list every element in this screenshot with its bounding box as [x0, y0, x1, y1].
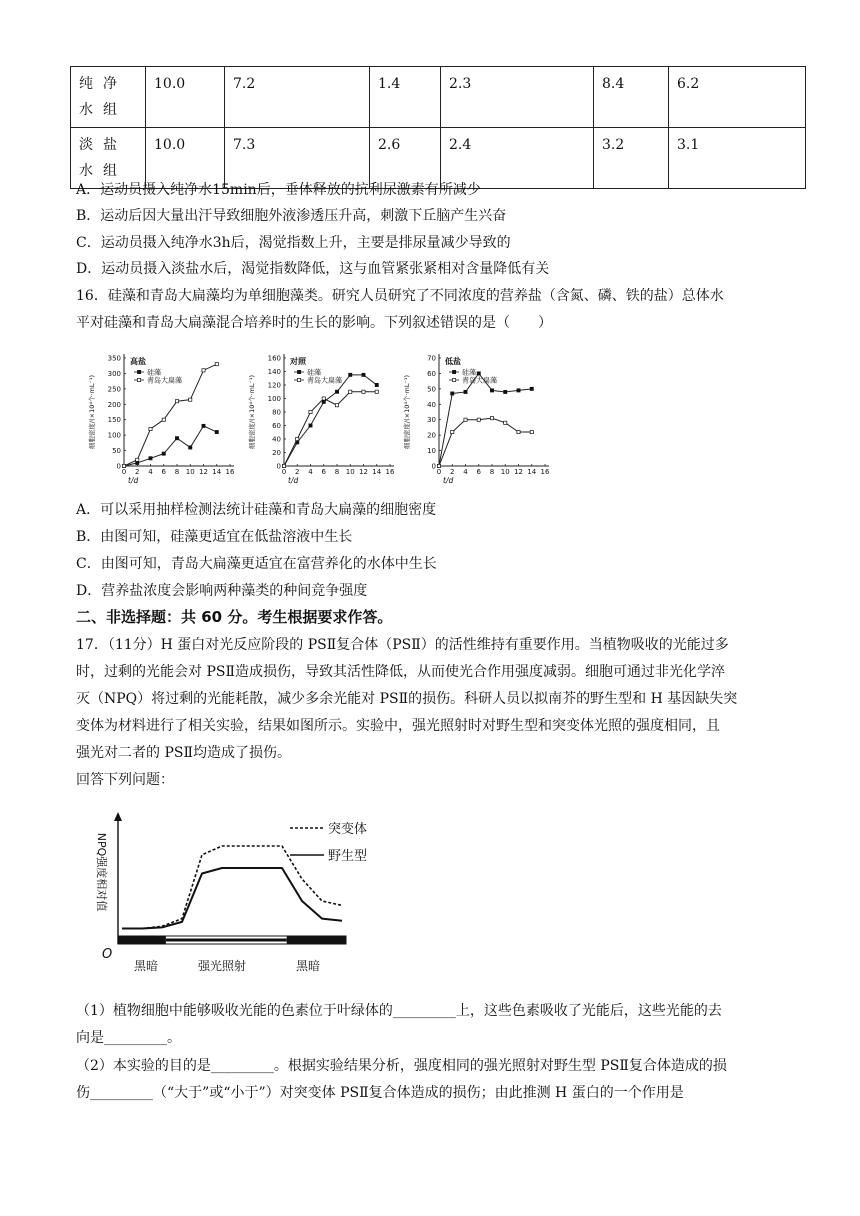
x-tick-label: 8 [489, 468, 495, 476]
q17-para-line6: 回答下列问题： [76, 772, 174, 788]
data-point [296, 437, 299, 440]
table-cell: 7.2 [225, 67, 370, 128]
table-cell: 2.3 [441, 67, 594, 128]
x-tick-label: 4 [148, 468, 153, 476]
series-line [284, 375, 377, 466]
chart-title: 高盐 [130, 357, 146, 366]
x-tick-label: 6 [476, 468, 481, 476]
y-tick-label: 0 [116, 462, 121, 471]
y-axis-label: NPQ强度相对值 [95, 832, 108, 912]
row-label: 纯净水组 [71, 67, 146, 128]
table-cell: 2.4 [441, 128, 594, 189]
y-tick-label: 40 [272, 435, 281, 444]
x-tick-label: 0 [121, 468, 127, 476]
y-tick-label: 140 [267, 368, 281, 376]
x-tick-label: 4 [463, 468, 468, 476]
y-axis-arrow [114, 812, 122, 821]
x-tick-label: 2 [450, 468, 455, 476]
data-point [215, 363, 218, 366]
q17-para-line1: 17．（11分）H 蛋白对光反应阶段的 PSⅡ复合体（PSⅡ）的活性维持有重要作用。当植物吸收的光能过多 [76, 637, 729, 653]
x-tick-label: 6 [161, 468, 166, 476]
legend-label: 青岛大扁藻 [307, 376, 342, 385]
data-point [504, 421, 507, 424]
x-label-dark-2: 黑暗 [296, 959, 321, 973]
data-point [175, 437, 178, 440]
data-point [136, 458, 139, 461]
q15-option-a: A．运动员摄入纯净水15min后，垂体释放的抗利尿激素有所减少 [76, 182, 481, 198]
table-cell: 6.2 [669, 67, 806, 128]
data-point [162, 452, 165, 455]
series-curve [122, 868, 342, 929]
q17-para-line4: 变体为材料进行了相关实验，结果如图所示。实验中，强光照射时对野生型和突变体光照的强度相同，且 [76, 718, 720, 734]
q16-option-b: B．由图可知，硅藻更适宜在低盐溶液中生长 [76, 529, 353, 545]
q16-stem-line1: 16．硅藻和青岛大扁藻均为单细胞藻类。研究人员研究了不同浓度的营养盐（含氮、磷、铁的盐）总体水 [76, 288, 724, 304]
data-point [149, 457, 152, 460]
legend-label: 硅藻 [307, 368, 321, 377]
data-point [202, 369, 205, 372]
table-cell: 8.4 [594, 67, 669, 128]
y-tick-label: 0 [276, 462, 281, 471]
data-point [362, 390, 365, 393]
q16-option-a: A．可以采用抽样检测法统计硅藻和青岛大扁藻的细胞密度 [76, 502, 437, 518]
x-tick-label: 2 [295, 468, 300, 476]
legend-label: 青岛大扁藻 [462, 376, 497, 385]
x-tick-label: 12 [359, 468, 368, 476]
series-line [439, 418, 532, 466]
x-tick-label: 16 [225, 468, 235, 476]
y-tick-label: 100 [267, 395, 281, 403]
data-point [349, 373, 352, 376]
data-point [477, 418, 480, 421]
dark-segment [287, 936, 346, 944]
data-point [189, 446, 192, 449]
x-label-dark-1: 黑暗 [134, 959, 159, 973]
data-point [530, 387, 533, 390]
q15-option-c: C．运动员摄入纯净水3h后，渴觉指数上升，主要是排尿量减少导致的 [76, 235, 511, 251]
data-point [202, 424, 205, 427]
table-cell: 7.3 [225, 128, 370, 189]
chart-title: 低盐 [445, 357, 461, 366]
q17-sub2-line1: （2）本实验的目的是_________。根据实验结果分析，强度相同的强光照射对野生型 PSⅡ复合体造成的损 [76, 1058, 727, 1074]
legend-label: 突变体 [328, 822, 368, 837]
data-point [451, 430, 454, 433]
x-tick-label: 4 [308, 468, 313, 476]
chart-control [247, 354, 395, 485]
origin-label: O [102, 947, 113, 962]
q15-option-b: B．运动后因大量出汗导致细胞外液渗透压升高，刺激下丘脑产生兴奋 [76, 208, 507, 224]
chart-low-salt [402, 354, 550, 485]
q16-option-d: D．营养盐浓度会影响两种藻类的种间竞争强度 [76, 583, 368, 599]
x-tick-label: 16 [540, 468, 550, 476]
data-point [362, 373, 365, 376]
q17-sub1-line2: 向是_________。 [76, 1030, 181, 1046]
data-point [464, 418, 467, 421]
x-axis-label: t/d [443, 476, 454, 485]
npq-plot [95, 812, 367, 973]
y-tick-label: 100 [107, 431, 121, 440]
table-row [71, 67, 806, 128]
x-axis-label: t/d [288, 476, 299, 485]
x-tick-label: 14 [527, 468, 537, 476]
x-tick-label: 6 [321, 468, 326, 476]
data-point [335, 390, 338, 393]
y-tick-label: 150 [107, 416, 121, 425]
npq-chart [90, 812, 390, 982]
data-point [530, 430, 533, 433]
data-point [309, 424, 312, 427]
y-tick-label: 20 [272, 449, 281, 457]
data-point [162, 418, 165, 421]
x-label-strong-light: 强光照射 [198, 959, 247, 973]
x-tick-label: 12 [514, 468, 523, 476]
data-point [215, 430, 218, 433]
data-point [477, 372, 480, 375]
legend-marker [453, 370, 456, 373]
y-tick-label: 50 [427, 385, 436, 394]
section-heading: 二、非选择题：共 60 分。考生根据要求作答。 [76, 608, 393, 626]
x-tick-label: 10 [345, 468, 355, 476]
data-table [70, 66, 806, 189]
y-tick-label: 0 [431, 462, 436, 471]
y-tick-label: 120 [267, 381, 281, 390]
light-segment-core [166, 939, 287, 942]
data-point [175, 400, 178, 403]
x-tick-label: 16 [385, 468, 395, 476]
data-point [189, 398, 192, 401]
x-axis-label: t/d [128, 476, 139, 485]
q17-para-line5: 强光对二者的 PSⅡ均造成了损伤。 [76, 745, 291, 761]
x-tick-label: 8 [174, 468, 180, 476]
table-cell: 10.0 [146, 67, 225, 128]
data-point [451, 392, 454, 395]
x-tick-label: 10 [185, 468, 195, 476]
data-point [309, 410, 312, 413]
data-point [375, 390, 378, 393]
series-line [284, 392, 377, 466]
legend-label: 野生型 [328, 849, 368, 864]
y-axis-label: 细胞密度/(×10⁴个·mL⁻¹) [88, 374, 96, 450]
legend-marker [453, 378, 456, 381]
y-tick-label: 40 [427, 400, 436, 409]
x-tick-label: 0 [281, 468, 287, 476]
y-tick-label: 60 [427, 369, 436, 378]
y-axis-label: 细胞密度/(×10⁴个·mL⁻¹) [248, 374, 256, 450]
data-point [437, 464, 440, 467]
table-cell: 1.4 [370, 67, 441, 128]
data-point [322, 397, 325, 400]
y-tick-label: 20 [427, 431, 436, 440]
q17-sub1-line1: （1）植物细胞中能够吸收光能的色素位于叶绿体的_________上，这些色素吸收了光能后，这些光能的去 [76, 1003, 722, 1019]
data-point [517, 389, 520, 392]
data-point [375, 383, 378, 386]
legend-marker [298, 378, 301, 381]
data-point [490, 417, 493, 420]
x-tick-label: 12 [199, 468, 208, 476]
dark-segment [118, 936, 166, 944]
legend-marker [138, 370, 141, 373]
series-curve [122, 846, 342, 929]
legend-marker [298, 370, 301, 373]
data-point [349, 390, 352, 393]
chart-title: 对照 [290, 357, 306, 366]
y-tick-label: 200 [107, 400, 121, 409]
data-point [517, 430, 520, 433]
q15-option-d: D．运动员摄入淡盐水后，渴觉指数降低，这与血管紧张紧相对含量降低有关 [76, 261, 550, 277]
data-point [464, 390, 467, 393]
chart-high-salt [87, 354, 235, 485]
table-cell: 2.6 [370, 128, 441, 189]
row-label: 淡盐水组 [71, 128, 146, 189]
y-tick-label: 70 [427, 354, 436, 363]
q16-option-c: C．由图可知，青岛大扁藻更适宜在富营养化的水体中生长 [76, 556, 437, 572]
legend-marker [138, 378, 141, 381]
x-tick-label: 10 [500, 468, 510, 476]
data-point [322, 400, 325, 403]
x-tick-label: 2 [135, 468, 140, 476]
table-cell: 3.2 [594, 128, 669, 189]
q16-stem-line2: 平对硅藻和青岛大扁藻混合培养时的生长的影响。下列叙述错误的是（ ） [76, 315, 552, 331]
q17-para-line3: 灭（NPQ）将过剩的光能耗散，减少多余光能对 PSⅡ的损伤。科研人员以拟南芥的野生型和 H 基因缺失突 [76, 691, 738, 707]
y-tick-label: 160 [267, 354, 281, 363]
x-tick-label: 8 [334, 468, 340, 476]
data-point [504, 390, 507, 393]
data-point [149, 427, 152, 430]
q17-para-line2: 时，过剩的光能会对 PSⅡ造成损伤，导致其活性降低，从而使光合作用强度减弱。细胞可通过非光化学淬 [76, 664, 725, 680]
q16-growth-charts [80, 346, 550, 488]
y-tick-label: 50 [112, 447, 121, 456]
x-tick-label: 14 [372, 468, 382, 476]
y-tick-label: 350 [107, 354, 121, 363]
legend-label: 硅藻 [147, 368, 161, 377]
data-point [282, 464, 285, 467]
legend-label: 硅藻 [462, 368, 476, 377]
data-point [136, 461, 139, 464]
table-cell: 10.0 [146, 128, 225, 189]
y-tick-label: 80 [272, 408, 281, 417]
q17-sub2-line2: 伤_________（“大于”或“小于”）对突变体 PSⅡ复合体造成的损伤；由此推测 H 蛋白的一个作用是 [76, 1085, 684, 1101]
y-tick-label: 250 [107, 385, 121, 394]
series-line [439, 373, 532, 466]
x-tick-label: 0 [436, 468, 442, 476]
data-point [335, 404, 338, 407]
y-tick-label: 300 [107, 369, 121, 378]
legend-label: 青岛大扁藻 [147, 376, 182, 385]
data-point [490, 389, 493, 392]
y-tick-label: 60 [272, 422, 281, 430]
y-axis-label: 细胞密度/(×10⁴个·mL⁻¹) [403, 374, 411, 450]
y-tick-label: 30 [427, 416, 436, 425]
y-tick-label: 10 [427, 447, 436, 456]
x-tick-label: 14 [212, 468, 222, 476]
data-point [122, 464, 125, 467]
table-cell: 3.1 [669, 128, 806, 189]
